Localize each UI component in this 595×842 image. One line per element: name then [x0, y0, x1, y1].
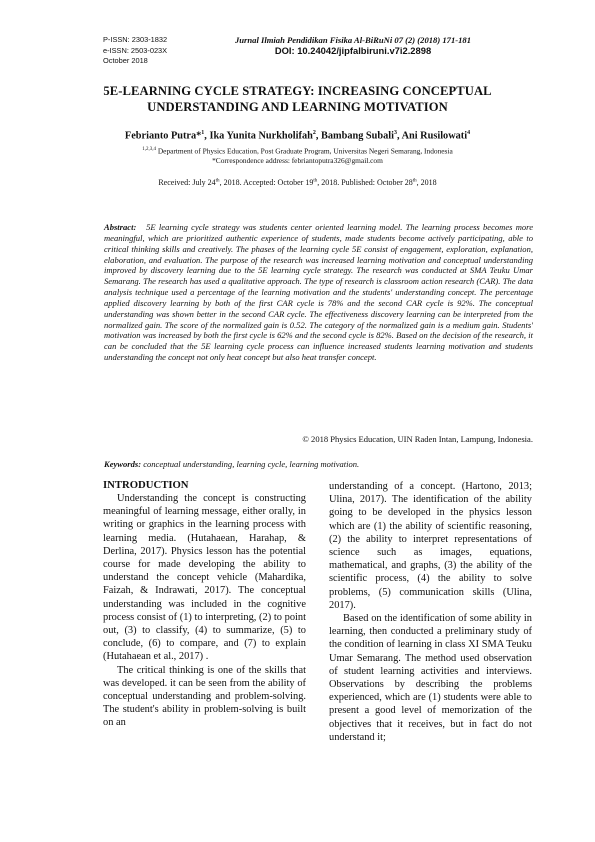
author-3: Bambang Subali — [321, 130, 394, 142]
keywords-text: conceptual understanding, learning cycle, learning motivation. — [143, 459, 360, 469]
affiliation-sup: 1,2,3,4 — [142, 147, 156, 152]
received-label: Received: July 24 — [158, 178, 216, 187]
author-2-sup: 2 — [312, 130, 316, 136]
column-left — [103, 476, 306, 730]
pissn: P-ISSN: 2303-1832 — [103, 35, 168, 44]
paragraph: Based on the identification of some ability in learning, then conducted a preliminary study of the condition of learning in class XI SMA Teuku Umar Semarang. The method used observation of student learning activities and interviews. Observations by describing the problems experienced, which are (1) students were able to present a good level of memorization of the objectives that it receives, but in fact do not understand it; — [329, 613, 532, 743]
author-2: Ika Yunita Nurkholifah — [209, 130, 313, 142]
column-right — [329, 480, 532, 744]
copyright-notice: © 2018 Physics Education, UIN Raden Intan, Lampung, Indonesia. — [302, 434, 533, 444]
paper-title — [80, 84, 515, 115]
author-1-sup: 1 — [201, 130, 205, 136]
keywords-label: Keywords: — [104, 459, 142, 469]
keywords — [104, 459, 533, 469]
published-year: , 2018 — [416, 178, 437, 187]
published-sup: th — [412, 178, 417, 184]
affiliation — [60, 145, 535, 166]
issn-block — [103, 35, 167, 67]
paragraph: understanding of a concept. (Hartono, 2013; Ulina, 2017). The identification of the ability going to be developed in the physics lesson which are (1) the ability of scientific reasoning, (2) the ability to interpret representations of science such as images, equations, mathematical, and graphs, (3) the ability of the scientific process, (4) the ability to solve problems, (5) communication skills (Ulina, 2017). — [329, 481, 532, 611]
affiliation-text: Department of Physics Education, Post Graduate Program, Universitas Negeri Semarang, Indonesia — [157, 146, 453, 156]
journal-block — [218, 35, 488, 56]
accepted-label: , 2018. Accepted: October 19 — [219, 178, 314, 187]
title-line-1: 5E-LEARNING CYCLE STRATEGY: INCREASING CONCEPTUAL — [103, 84, 492, 98]
author-4-sup: 4 — [467, 130, 471, 136]
journal-name: Jurnal Ilmiah Pendidikan Fisika Al-BiRuNi 07 (2) (2018) 171-181 — [234, 35, 472, 45]
section-heading-introduction: INTRODUCTION — [103, 479, 189, 491]
author-list: Febrianto Putra*$^1$, Ika Yunita Nurkholifah$^2$, Bambang Subali$^3$, Ani Rusilowati$^4$ — [124, 130, 471, 142]
author-3-sup: 3 — [393, 130, 397, 136]
abstract-text: 5E learning cycle strategy was students center oriented learning model. The learning process becomes more meaningful, which are prioritized authentic experience of students, made students become actively participating, able to critical thinking skills and creatively. The phases of the learning cycle 5E consist of engagement, exploration, explanation, elaboration, and evaluation. The purpose of the research was increased learning motivation and conceptual understanding improved by discovery learning due to the 5E learning cycle strategy. The research was conducted at SMA Teuku Umar Semarang. The research has used a qualitative approach. The type of research is classroom action research (CAR). The data analysis technique used a percentage of the learning motivation and the students' understanding concept. The percentage applied discovery learning by both of the first CAR cycle is 78% and the second CAR cycle is 92%. The conceptual understanding was shown better in the second CAR cycle. The effectiveness discovery learning can be interpreted from the normalized gain. The score of the normalized gain is 0.52. The category of the normalized gain is a medium gain. Students' motivation was increased by both the first cycle is 62% and the second cycle is 82%. Based on the decision of the research, it can be concluded that the 5E learning cycle process can influence increased students learning motivation and students understanding the concept not only heat concept but also heat transfer concept. — [104, 222, 533, 363]
title-line-2: UNDERSTANDING AND LEARNING MOTIVATION — [147, 99, 448, 114]
paragraph: Understanding the concept is constructing meaningful of learning message, either orally, in writing or graphics in the learning process with learning media. (Hutahaean, Harahap, & Derlina, 2017). Physics lesson has the potential course for made developing the ability to understand the concept vehicle (Mahardika, Faizah, & Indrawati, 2017). The conceptual understanding was included in the cognitive process consist of (1) to interpreting, (2) to point out, (3) to classify, (4) to summarize, (5) to conclude, (6) to compare, and (7) to explain (Hutahaean et al., 2017) . — [103, 493, 306, 663]
published-label: , 2018. Published: October 28 — [317, 178, 413, 187]
issue-date: October 2018 — [103, 56, 148, 66]
received-sup: th — [215, 178, 220, 184]
abstract — [104, 222, 533, 363]
abstract-label: Abstract: — [104, 222, 137, 232]
received-dates — [60, 178, 535, 187]
paragraph: The critical thinking is one of the skills that was developed. it can be seen from the ability of conceptual understanding and problem-solving. The student's ability in problem-solving is built on an — [103, 664, 306, 729]
author-4: Ani Rusilowati — [401, 130, 468, 142]
accepted-sup: th — [313, 178, 318, 184]
eissn: e-ISSN: 2503-023X — [103, 45, 168, 55]
doi-link[interactable]: DOI: 10.24042/jipfalbiruni.v7i2.2898 — [274, 44, 432, 56]
author-1: Febrianto Putra* — [124, 130, 202, 142]
correspondence: *Correspondence address: febriantoputra326@gmail.com — [212, 156, 383, 166]
